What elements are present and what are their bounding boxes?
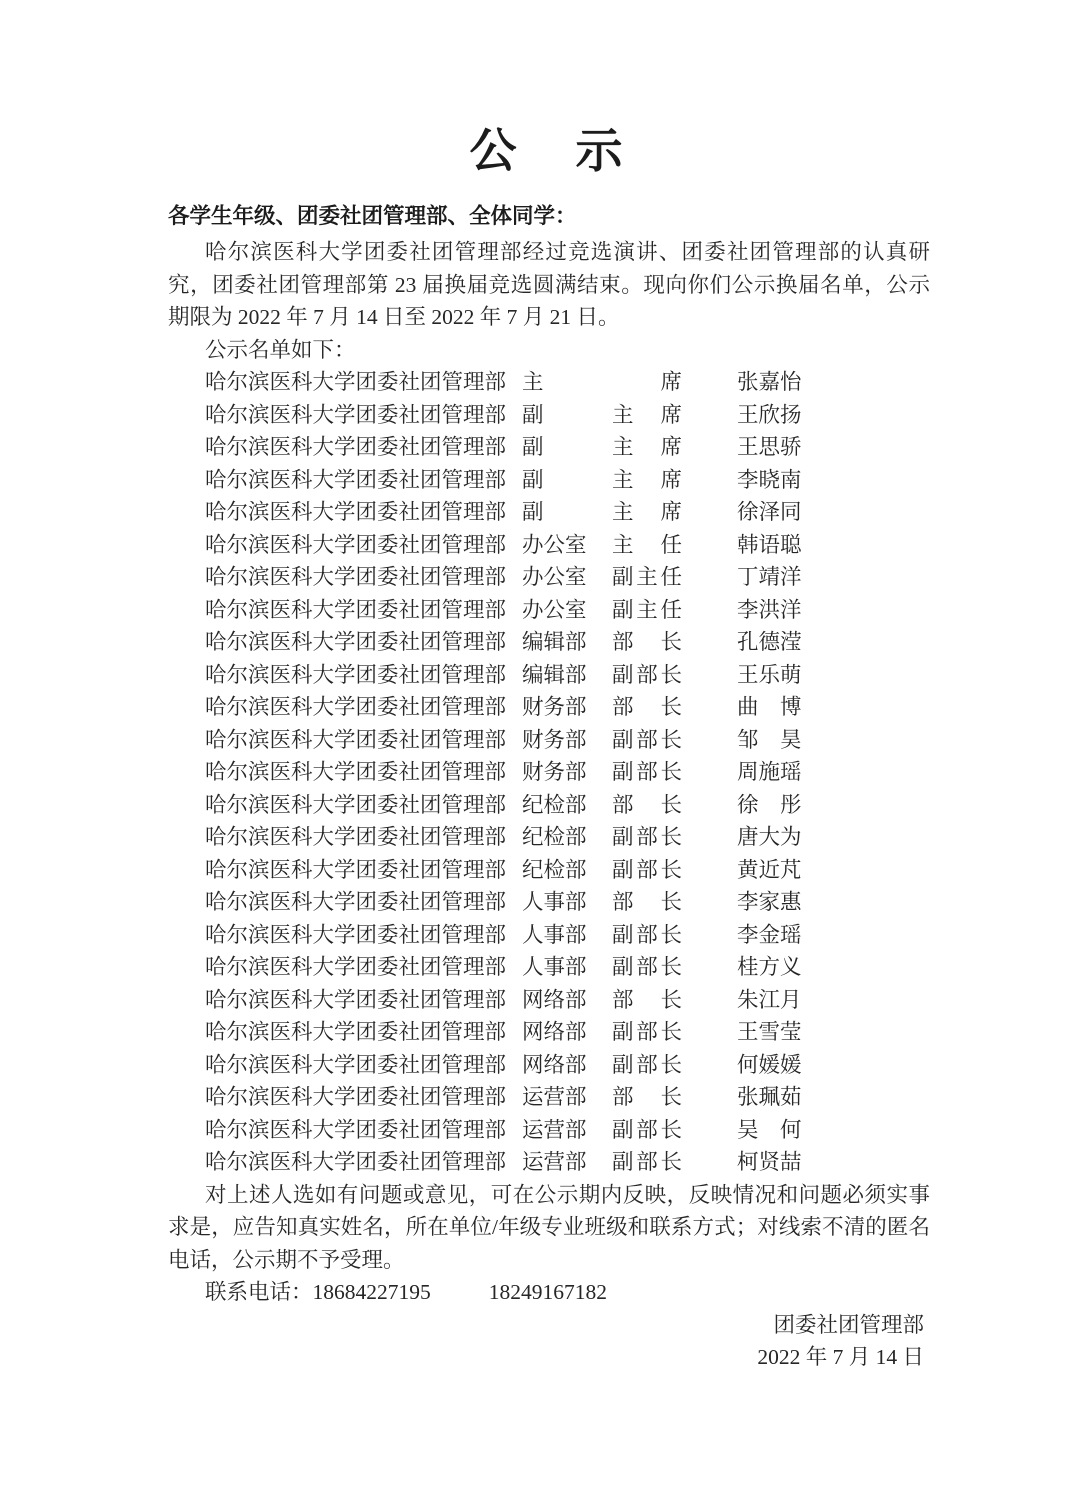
contact-label: 联系电话： xyxy=(205,1280,313,1304)
roster-dept: 财务部 xyxy=(522,727,587,752)
roster-role: 部长 xyxy=(612,695,682,719)
contact-phone-2: 18249167182 xyxy=(488,1280,608,1304)
roster-dept: 运营部 xyxy=(522,1150,587,1174)
roster-name: 王思骄 xyxy=(737,435,802,459)
roster-org: 哈尔滨医科大学团委社团管理部 xyxy=(205,532,507,557)
roster-org: 哈尔滨医科大学团委社团管理部 xyxy=(205,1117,507,1142)
roster-org: 哈尔滨医科大学团委社团管理部 xyxy=(205,630,507,654)
roster-role: 主席 xyxy=(612,467,682,492)
roster-row xyxy=(205,594,930,627)
signature-date: 2022 年 7 月 14 日 xyxy=(757,1345,924,1369)
roster-row xyxy=(205,919,930,952)
roster-name: 张嘉怡 xyxy=(737,370,802,394)
roster-org: 哈尔滨医科大学团委社团管理部 xyxy=(205,370,507,394)
document-content xyxy=(168,122,930,1374)
roster-role: 副部长 xyxy=(612,662,682,687)
roster-row xyxy=(205,1114,930,1147)
roster-name: 张珮茹 xyxy=(737,1085,802,1109)
roster-row xyxy=(205,1016,930,1049)
roster-name: 徐泽同 xyxy=(737,500,802,524)
roster-org: 哈尔滨医科大学团委社团管理部 xyxy=(205,565,507,589)
roster-org: 哈尔滨医科大学团委社团管理部 xyxy=(205,1150,507,1174)
roster-org: 哈尔滨医科大学团委社团管理部 xyxy=(205,825,507,849)
roster-name: 丁靖洋 xyxy=(737,565,802,589)
roster-role: 副部长 xyxy=(612,1117,682,1142)
roster-name: 朱江月 xyxy=(737,987,802,1012)
roster-name: 邹 昊 xyxy=(737,727,802,752)
roster-name: 徐 彤 xyxy=(737,792,802,817)
roster-row xyxy=(205,984,930,1017)
roster-dept: 编辑部 xyxy=(522,630,587,654)
roster-dept: 运营部 xyxy=(522,1117,587,1142)
roster-row xyxy=(205,756,930,789)
roster-row xyxy=(205,886,930,919)
roster-role: 部长 xyxy=(612,630,682,654)
roster-dept: 办公室 xyxy=(522,532,587,557)
roster-dept: 纪检部 xyxy=(522,825,587,849)
roster-row xyxy=(205,1146,930,1179)
roster-row xyxy=(205,431,930,464)
roster-org: 哈尔滨医科大学团委社团管理部 xyxy=(205,597,507,622)
roster-name: 孔德滢 xyxy=(737,630,802,654)
roster-name: 桂方义 xyxy=(737,955,802,979)
roster-dept: 财务部 xyxy=(522,760,587,784)
roster-org: 哈尔滨医科大学团委社团管理部 xyxy=(205,467,507,492)
roster-org: 哈尔滨医科大学团委社团管理部 xyxy=(205,435,507,459)
roster-row xyxy=(205,821,930,854)
roster-row xyxy=(205,951,930,984)
roster-org: 哈尔滨医科大学团委社团管理部 xyxy=(205,1085,507,1109)
roster-role: 副部长 xyxy=(612,760,682,784)
roster-row xyxy=(205,691,930,724)
roster-dept: 人事部 xyxy=(522,922,587,947)
roster-row xyxy=(205,366,930,399)
signature-block xyxy=(168,1309,930,1374)
roster-name: 何媛媛 xyxy=(737,1052,802,1077)
roster-role: 主席 xyxy=(612,500,682,524)
roster-name: 柯贤喆 xyxy=(737,1150,802,1174)
roster-org: 哈尔滨医科大学团委社团管理部 xyxy=(205,922,507,947)
roster-org: 哈尔滨医科大学团委社团管理部 xyxy=(205,955,507,979)
roster-row xyxy=(205,724,930,757)
roster-dept: 副 xyxy=(522,500,544,524)
roster-dept: 财务部 xyxy=(522,695,587,719)
roster-org: 哈尔滨医科大学团委社团管理部 xyxy=(205,662,507,687)
roster-org: 哈尔滨医科大学团委社团管理部 xyxy=(205,1052,507,1077)
roster-dept: 网络部 xyxy=(522,1052,587,1077)
contact-phone-1: 18684227195 xyxy=(312,1280,431,1304)
roster-name: 吴 何 xyxy=(737,1117,802,1142)
roster-name: 李家惠 xyxy=(737,890,802,914)
list-heading: 公示名单如下： xyxy=(205,337,356,362)
roster-row xyxy=(205,854,930,887)
roster-name: 周施瑶 xyxy=(737,760,802,784)
salutation: 各学生年级、团委社团管理部、全体同学： xyxy=(168,204,577,228)
roster-name: 王乐萌 xyxy=(737,662,802,687)
roster-org: 哈尔滨医科大学团委社团管理部 xyxy=(205,857,507,882)
roster-dept: 主 xyxy=(522,370,544,394)
signature-org: 团委社团管理部 xyxy=(773,1312,924,1337)
roster-role: 部长 xyxy=(612,987,682,1012)
roster-dept: 办公室 xyxy=(522,565,587,589)
roster-dept: 副 xyxy=(522,435,544,459)
roster-row xyxy=(205,399,930,432)
roster-row xyxy=(205,1081,930,1114)
roster-name: 李晓南 xyxy=(737,467,802,492)
roster-name: 唐大为 xyxy=(737,825,802,849)
roster-row xyxy=(205,626,930,659)
roster-name: 李金瑶 xyxy=(737,922,802,947)
roster-name: 韩语聪 xyxy=(737,532,802,557)
roster-row xyxy=(205,529,930,562)
roster-org: 哈尔滨医科大学团委社团管理部 xyxy=(205,792,507,817)
roster-dept: 副 xyxy=(522,402,544,427)
page-title: 公 示 xyxy=(469,126,629,178)
roster-name: 曲 博 xyxy=(737,695,802,719)
roster-dept: 纪检部 xyxy=(522,792,587,817)
roster-row xyxy=(205,464,930,497)
roster-role: 副部长 xyxy=(612,825,682,849)
roster-role: 主任 xyxy=(612,532,682,557)
roster-role: 副部长 xyxy=(612,955,682,979)
roster-row xyxy=(205,561,930,594)
roster-org: 哈尔滨医科大学团委社团管理部 xyxy=(205,890,507,914)
roster-row xyxy=(205,659,930,692)
roster-role: 部长 xyxy=(612,1085,682,1109)
roster-role: 副部长 xyxy=(612,857,682,882)
roster-dept: 编辑部 xyxy=(522,662,587,687)
roster-role: 副部长 xyxy=(612,727,682,752)
roster-row xyxy=(205,789,930,822)
roster-dept: 运营部 xyxy=(522,1085,587,1109)
roster-name: 王雪莹 xyxy=(737,1020,802,1044)
roster-role: 副部长 xyxy=(612,922,682,947)
roster-role: 副部长 xyxy=(612,1020,682,1044)
intro-paragraph: 哈尔滨医科大学团委社团管理部经过竞选演讲、团委社团管理部的认真研究，团委社团管理部第 23 届换届竞选圆满结束。现向你们公示换届名单，公示期限为 2022 年 7 月 14 日至 2022 年 7 月 21 日。 xyxy=(168,240,930,329)
notice-paragraph: 对上述人选如有问题或意见，可在公示期内反映，反映情况和问题必须实事求是，应告知真实姓名，所在单位/年级专业班级和联系方式；对线索不清的匿名电话，公示期不予受理。 xyxy=(168,1182,930,1272)
roster-row xyxy=(205,496,930,529)
roster-dept: 纪检部 xyxy=(522,857,587,882)
roster-name: 黄近芃 xyxy=(737,857,802,882)
roster-role: 部长 xyxy=(612,890,682,914)
roster-dept: 人事部 xyxy=(522,890,587,914)
roster-name: 王欣扬 xyxy=(737,402,802,427)
roster-row xyxy=(205,1049,930,1082)
roster-org: 哈尔滨医科大学团委社团管理部 xyxy=(205,987,507,1012)
roster-org: 哈尔滨医科大学团委社团管理部 xyxy=(205,500,507,524)
roster-org: 哈尔滨医科大学团委社团管理部 xyxy=(205,760,507,784)
roster-org: 哈尔滨医科大学团委社团管理部 xyxy=(205,727,507,752)
contact-line xyxy=(205,1276,930,1309)
roster-org: 哈尔滨医科大学团委社团管理部 xyxy=(205,695,507,719)
roster-dept: 人事部 xyxy=(522,955,587,979)
roster-dept: 办公室 xyxy=(522,597,587,622)
roster-dept: 副 xyxy=(522,467,544,492)
roster-role: 部长 xyxy=(612,792,682,817)
roster-role: 主席 xyxy=(612,402,682,427)
roster-role: 席 xyxy=(660,370,682,394)
roster-role: 副主任 xyxy=(612,597,682,622)
roster-org: 哈尔滨医科大学团委社团管理部 xyxy=(205,1020,507,1044)
roster-list xyxy=(205,366,930,1179)
roster-name: 李洪洋 xyxy=(737,597,802,622)
roster-dept: 网络部 xyxy=(522,987,587,1012)
roster-dept: 网络部 xyxy=(522,1020,587,1044)
roster-role: 副部长 xyxy=(612,1150,682,1174)
roster-role: 副主任 xyxy=(612,565,682,589)
roster-org: 哈尔滨医科大学团委社团管理部 xyxy=(205,402,507,427)
roster-role: 副部长 xyxy=(612,1052,682,1077)
roster-role: 主席 xyxy=(612,435,682,459)
